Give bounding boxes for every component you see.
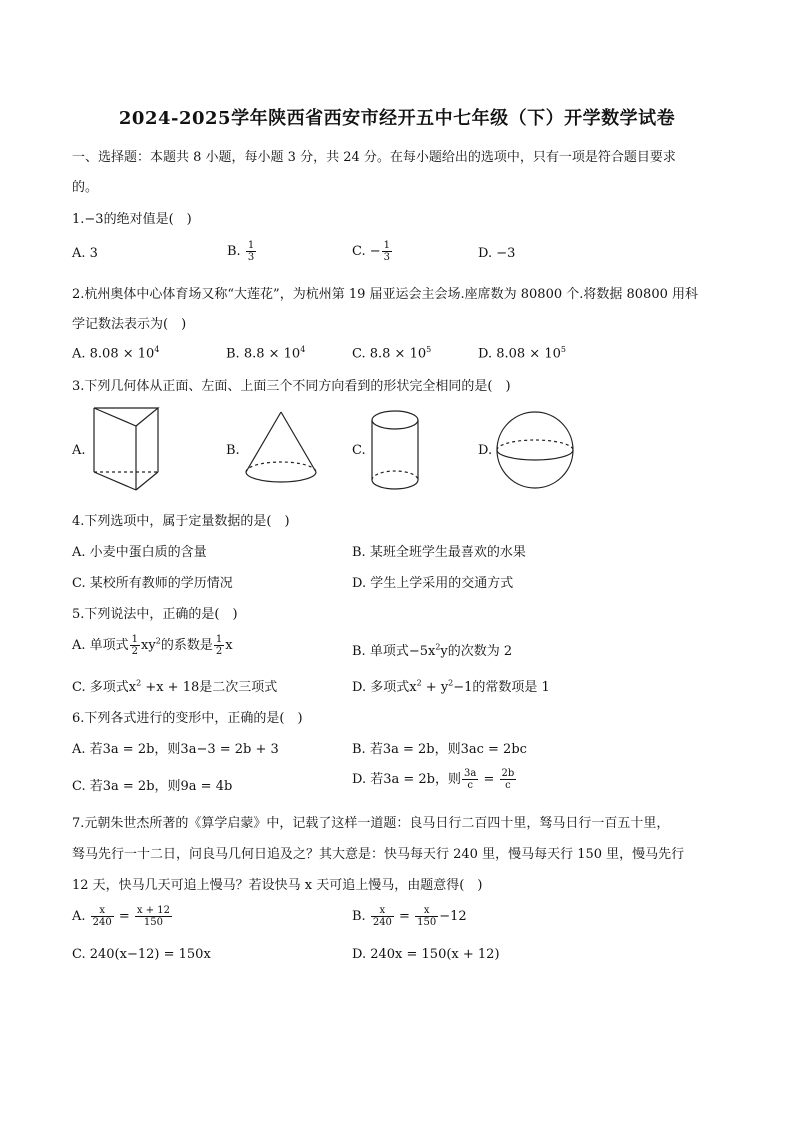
fraction: $\frac{1}{2}$ <box>131 634 139 657</box>
q3-option-b-label: B. <box>226 443 240 458</box>
q5-stem: 5.下列说法中，正确的是( ) <box>72 607 238 622</box>
fraction: $\frac{1}{3}$ <box>383 240 391 263</box>
q3-option-d-label: D. <box>478 443 493 458</box>
q7-stem-line3: 12 天，快马几天可追上慢马？若设快马 x 天可追上慢马，由题意得( ) <box>72 878 483 893</box>
fraction: $\frac{1}{3}$ <box>247 240 255 263</box>
q3-stem: 3.下列几何体从正面、左面、上面三个不同方向看到的形状完全相同的是( ) <box>72 379 511 394</box>
q7-option-b: B. $\frac{x}{240}$ = $\frac{x}{150}$ −12 <box>352 905 467 928</box>
q1-option-d: D. −3 <box>478 246 516 261</box>
q1-option-b: B. $\frac{1}{3}$ <box>227 240 255 263</box>
page-title: 2024-2025学年陕西省西安市经开五中七年级（下）开学数学试卷 <box>118 108 676 129</box>
q6-option-d: D. 若3a = 2b，则 $\frac{3a}{c}$ = $\frac{2b}{c}$ <box>352 768 515 791</box>
cone-icon <box>243 410 319 490</box>
q5-option-b: B. 单项式$-5x^2y$的次数为 2 <box>352 642 513 659</box>
q4-option-c: C. 某校所有教师的学历情况 <box>72 576 233 591</box>
fraction: $\frac{x}{240}$ <box>372 905 392 928</box>
q4-stem: 4.下列选项中，属于定量数据的是( ) <box>72 514 290 529</box>
fraction: $\frac{2b}{c}$ <box>501 768 515 791</box>
q2-option-c: C. $8.8 \times 10^5$ <box>352 345 432 362</box>
q2-stem-line1: 2.杭州奥体中心体育场又称“大莲花”，为杭州第 19 届亚运会主会场.座席数为 80800 个.将数据 80800 用科 <box>72 287 699 302</box>
q1-option-a: A. 3 <box>72 246 98 261</box>
q6-option-b: B. 若3a = 2b，则3ac = 2bc <box>352 742 527 757</box>
q5-option-a: A. 单项式 $\frac{1}{2}$ $xy^2$的系数是 $\frac{1}{2}$ x <box>72 634 233 657</box>
q5-option-c: C. 多项式$x^2 +x + 18$是二次三项式 <box>72 678 278 695</box>
sphere-icon <box>494 409 576 491</box>
section-heading-line1: 一、选择题：本题共 8 小题，每小题 3 分，共 24 分。在每小题给出的选项中，只有一项是符合题目要求 <box>72 150 676 165</box>
q4-option-b: B. 某班全班学生最喜欢的水果 <box>352 545 526 560</box>
q5-option-d: D. 多项式$x^2 + y^2-1$的常数项是 1 <box>352 678 550 695</box>
fraction: $\frac{x + 12}{150}$ <box>136 905 171 928</box>
q7-option-c: C. 240(x−12) = 150x <box>72 947 211 962</box>
q6-option-c: C. 若3a = 2b，则9a = 4b <box>72 779 233 794</box>
q6-option-a: A. 若3a = 2b，则3a−3 = 2b + 3 <box>72 742 279 757</box>
q7-stem-line2: 驽马先行一十二日，问良马几何日追及之？其大意是：快马每天行 240 里，慢马每天行 150 里，慢马先行 <box>72 847 685 862</box>
q3-option-a-label: A. <box>72 443 86 458</box>
q3-option-c-label: C. <box>352 443 366 458</box>
fraction: $\frac{1}{2}$ <box>215 634 223 657</box>
section-heading-line2: 的。 <box>72 180 99 195</box>
q7-stem-line1: 7.元朝朱世杰所著的《算学启蒙》中，记载了这样一道题：良马日行二百四十里，驽马日行一百五十里， <box>72 816 670 831</box>
q1-stem: 1.−3的绝对值是( ) <box>72 212 192 227</box>
q7-option-d: D. 240x = 150(x + 12) <box>352 947 500 962</box>
q1-option-c: C. − $\frac{1}{3}$ <box>352 240 391 263</box>
q7-option-a: A. $\frac{x}{240}$ = $\frac{x + 12}{150}$ <box>72 905 171 928</box>
q2-option-b: B. $8.8 \times 10^4$ <box>226 345 306 362</box>
triangular-prism-icon <box>88 406 168 494</box>
q2-stem-line2: 学记数法表示为( ) <box>72 317 187 332</box>
q4-option-a: A. 小麦中蛋白质的含量 <box>72 545 207 560</box>
fraction: $\frac{x}{150}$ <box>417 905 437 928</box>
q2-option-a: A. $8.08 \times 10^4$ <box>72 345 160 362</box>
q2-option-d: D. $8.08 \times 10^5$ <box>478 345 566 362</box>
fraction: $\frac{x}{240}$ <box>92 905 112 928</box>
q6-stem: 6.下列各式进行的变形中，正确的是( ) <box>72 711 303 726</box>
cylinder-icon <box>368 408 422 494</box>
fraction: $\frac{3a}{c}$ <box>464 768 477 791</box>
q4-option-d: D. 学生上学采用的交通方式 <box>352 576 514 591</box>
